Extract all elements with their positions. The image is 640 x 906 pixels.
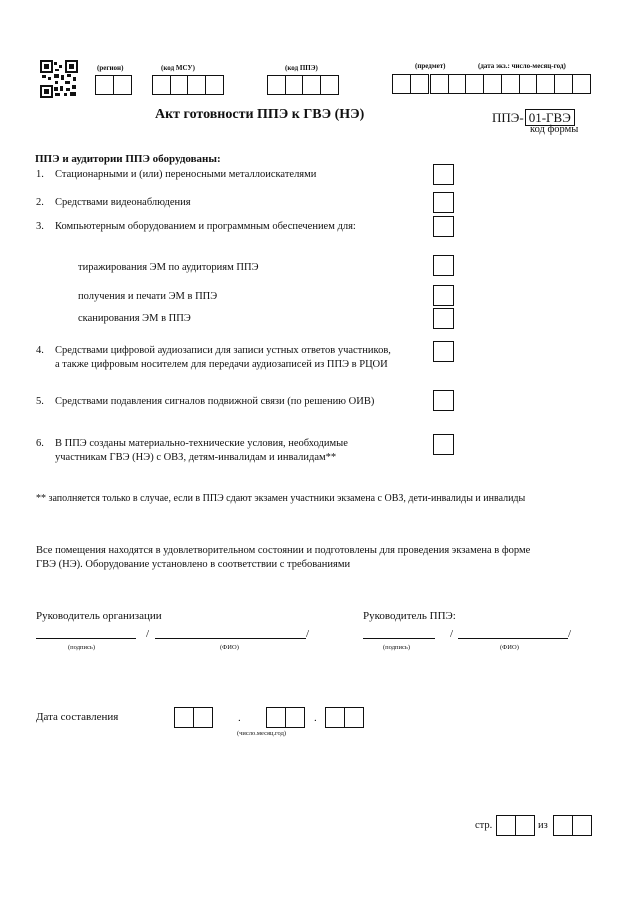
organization-head-title: Руководитель организации: [36, 610, 162, 622]
item-2-checkbox[interactable]: [433, 192, 454, 213]
item-6-text-line2: участникам ГВЭ (НЭ) с ОВЗ, детям-инвалидам и инвалидам**: [55, 452, 337, 463]
item-2-number: 2.: [36, 197, 44, 208]
item-3b-checkbox[interactable]: [433, 285, 454, 306]
subject-code-boxes[interactable]: [392, 74, 429, 94]
ppe-head-slash-1: /: [450, 628, 454, 640]
compilation-date-label: Дата составления: [36, 711, 119, 723]
item-3a-text: тиражирования ЭМ по аудиториям ППЭ: [78, 262, 259, 273]
region-code-boxes[interactable]: [95, 75, 132, 95]
item-4-text-line1: Средствами цифровой аудиозаписи для записи устных ответов участников,: [55, 345, 391, 356]
date-dot-1: .: [238, 712, 241, 724]
org-head-slash-2: /: [306, 628, 310, 640]
section-title: ППЭ и аудитории ППЭ оборудованы:: [35, 153, 221, 165]
item-4-checkbox[interactable]: [433, 341, 454, 362]
item-3c-text: сканирования ЭМ в ППЭ: [78, 313, 191, 324]
document-title: Акт готовности ППЭ к ГВЭ (НЭ): [155, 107, 365, 122]
of-label: из: [538, 820, 548, 831]
item-1-number: 1.: [36, 169, 44, 180]
org-head-signature-line[interactable]: [36, 638, 136, 639]
item-2-text: Средствами видеонаблюдения: [55, 197, 191, 208]
statement-line1: Все помещения находятся в удовлетворительном состоянии и подготовлены для проведения экзамена в форме: [36, 545, 531, 556]
item-3-number: 3.: [36, 221, 44, 232]
org-head-name-line[interactable]: [155, 638, 306, 639]
item-5-text: Средствами подавления сигналов подвижной связи (по решению ОИВ): [55, 396, 375, 407]
item-3-text: Компьютерным оборудованием и программным обеспечением для:: [55, 221, 356, 232]
ppe-head-slash-2: /: [568, 628, 572, 640]
org-head-signature-caption: (подпись): [68, 644, 95, 651]
item-3c-checkbox[interactable]: [433, 308, 454, 329]
ppe-head-signature-line[interactable]: [363, 638, 435, 639]
subject-label: (предмет): [415, 62, 446, 70]
item-4-text-line2: а также цифровым носителем для передачи аудиозаписей из ППЭ в РЦОИ: [55, 359, 388, 370]
item-6-checkbox[interactable]: [433, 434, 454, 455]
compilation-month-boxes[interactable]: [266, 707, 305, 728]
item-1-text: Стационарными и (или) переносными металлоискателями: [55, 169, 317, 180]
item-3b-text: получения и печати ЭМ в ППЭ: [78, 291, 218, 302]
page-number-boxes[interactable]: [496, 815, 535, 836]
ppe-head-name-line[interactable]: [458, 638, 568, 639]
msu-code-label: (код МСУ): [161, 64, 195, 72]
item-3a-checkbox[interactable]: [433, 255, 454, 276]
item-1-checkbox[interactable]: [433, 164, 454, 185]
page-label: стр.: [475, 820, 493, 831]
item-5-number: 5.: [36, 396, 44, 407]
ppe-head-signature-caption: (подпись): [383, 644, 410, 651]
date-dot-2: .: [314, 712, 317, 724]
form-code-prefix: ППЭ-: [492, 109, 524, 125]
exam-date-label: (дата экз.: число-месяц-год): [478, 62, 566, 70]
form-code-caption: код формы: [530, 124, 579, 135]
ppe-code-label: (код ППЭ): [285, 64, 318, 72]
ppe-head-title: Руководитель ППЭ:: [363, 610, 456, 622]
region-label: (регион): [97, 64, 124, 72]
item-6-text-line1: В ППЭ созданы материально-технические условия, необходимые: [55, 438, 348, 449]
compilation-day-boxes[interactable]: [174, 707, 213, 728]
form-code-value: 01-ГВЭ: [525, 109, 575, 126]
item-5-checkbox[interactable]: [433, 390, 454, 411]
compilation-date-caption: (число.месяц.год): [237, 730, 287, 737]
compilation-year-boxes[interactable]: [325, 707, 364, 728]
exam-date-boxes[interactable]: [430, 74, 591, 94]
ppe-head-name-caption: (ФИО): [500, 644, 519, 651]
qr-code: [40, 60, 78, 98]
msu-code-boxes[interactable]: [152, 75, 224, 95]
statement-line2: ГВЭ (НЭ). Оборудование установлено в соответствии с требованиями: [36, 559, 351, 570]
item-3-checkbox[interactable]: [433, 216, 454, 237]
org-head-name-caption: (ФИО): [220, 644, 239, 651]
ppe-code-boxes[interactable]: [267, 75, 339, 95]
org-head-slash-1: /: [146, 628, 150, 640]
item-4-number: 4.: [36, 345, 44, 356]
footnote: ** заполняется только в случае, если в ППЭ сдают экзамен участники экзамена с ОВЗ, дети-инвалиды и инвалиды: [36, 493, 526, 504]
item-6-number: 6.: [36, 438, 44, 449]
page-total-boxes[interactable]: [553, 815, 592, 836]
